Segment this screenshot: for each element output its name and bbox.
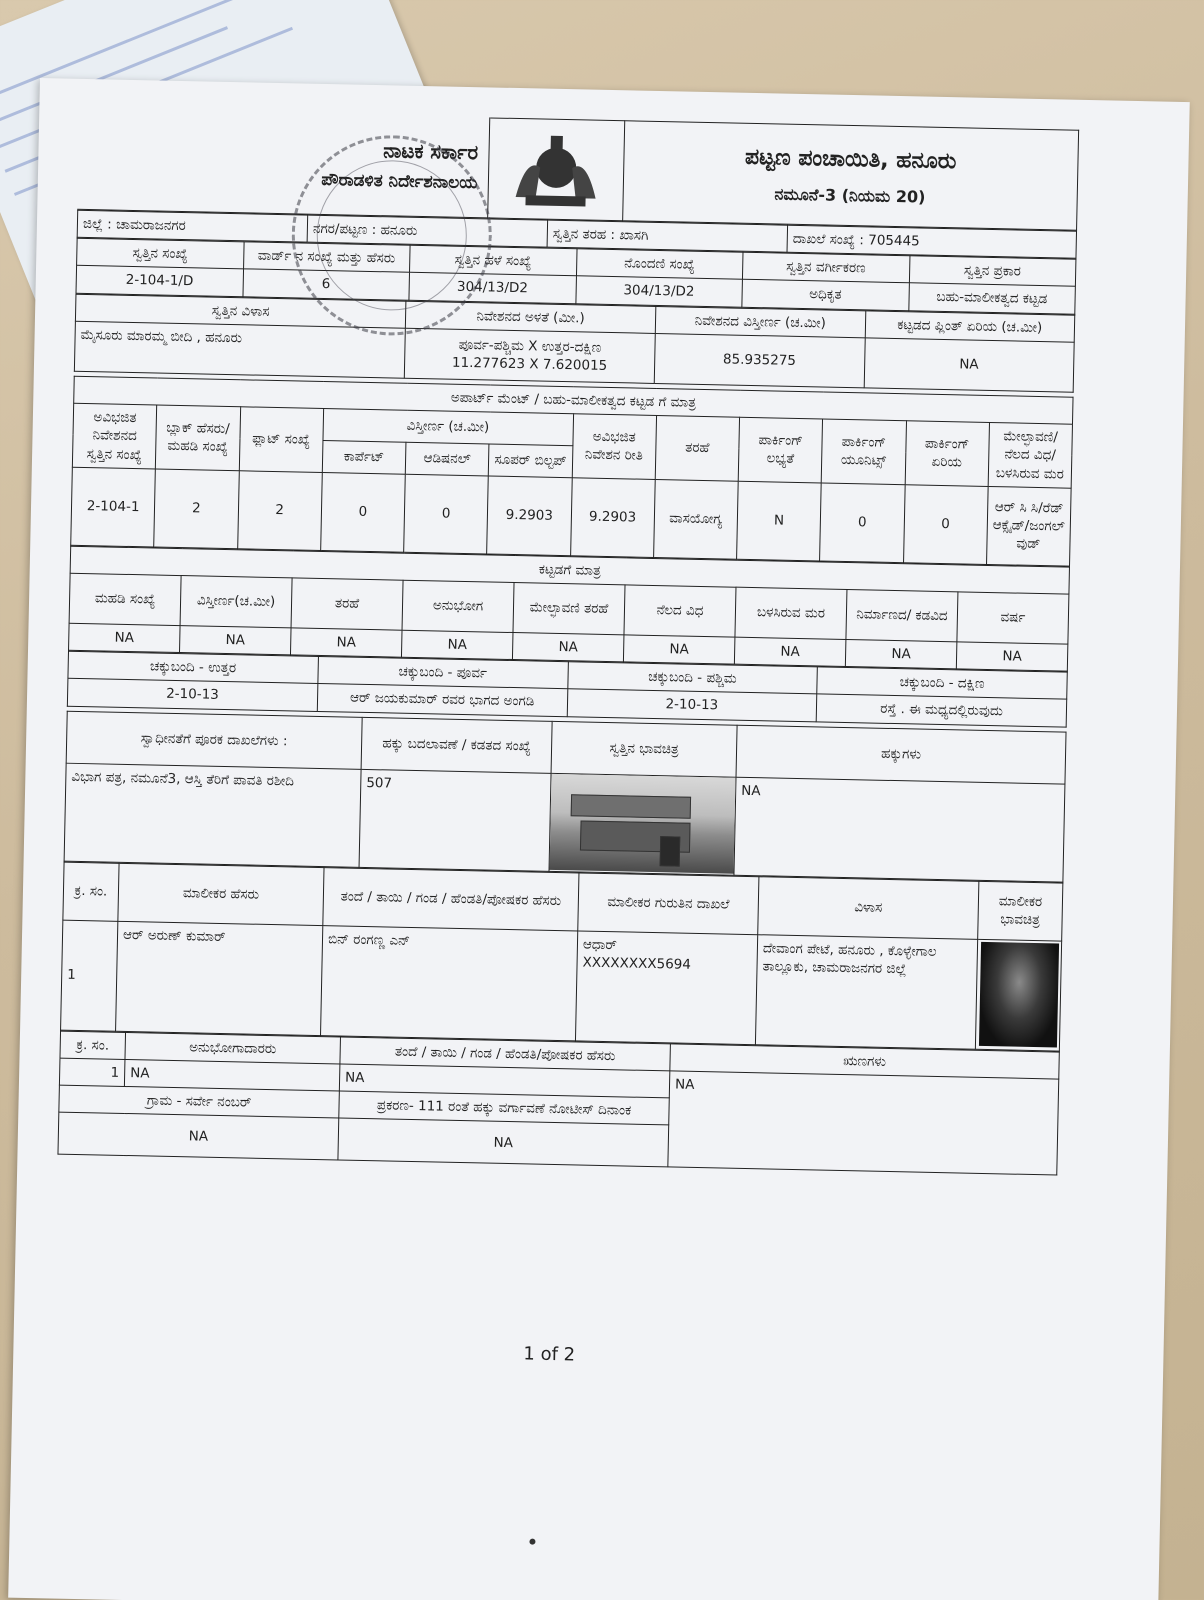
- owner-header-sl: ಕ್ರ. ಸಂ.: [63, 862, 119, 921]
- boundary-east: ಆರ್ ಜಯಕುಮಾರ್ ರವರ ಭಾಗದ ಅಂಗಡಿ: [317, 684, 567, 716]
- property-header: ವಾರ್ಡ್ ನ ಸಂಖ್ಯೆ ಮತ್ತು ಹೆಸರು: [243, 242, 410, 273]
- survey-header: ಗ್ರಾಮ - ಸರ್ವೇ ನಂಬರ್: [59, 1085, 340, 1118]
- owner-id-type: ಆಧಾರ್: [582, 936, 618, 953]
- apt-header-area-group: ವಿಸ್ತೀರ್ಣ (ಚ.ಮೀ): [323, 409, 573, 446]
- apt-type: ವಾಸಯೋಗ್ಯ: [653, 479, 738, 559]
- owner-name: ಆರ್ ಅರುಣ್ ಕುಮಾರ್: [116, 921, 323, 1035]
- property-type-cell: ಸ್ವತ್ತಿನ ತರಹ : ಖಾಸಗಿ: [547, 220, 788, 252]
- dimension-header: ನಿವೇಶನದ ಅಳತೆ (ಮೀ.): [405, 301, 656, 333]
- owner-header-photo: ಮಾಲೀಕರ ಭಾವಚಿತ್ರ: [978, 881, 1063, 941]
- property-header: ಸ್ವತ್ತಿನ ಹಳೆ ಸಂಖ್ಯೆ: [410, 246, 577, 277]
- apartment-section-title: ಅಪಾರ್ಟ್ ಮೆಂಟ್ / ಬಹು-ಮಾಲೀಕತ್ವದ ಕಟ್ಟಡ ಗೆ ಮಾತ್ರ: [74, 376, 1073, 424]
- apt-roof-floor: ಆರ್ ಸಿ ಸಿ/ರೆಡ್ ಆಕ್ಸೈಡ್/ಜಂಗಲ್ ವುಡ್: [986, 486, 1071, 566]
- rights-header: ಹಕ್ಕುಗಳು: [736, 725, 1066, 784]
- apt-undivided-share: 9.2903: [570, 477, 655, 557]
- boundary-west: 2-10-13: [567, 689, 817, 721]
- apt-header-parking-units: ಪಾರ್ಕಿಂಗ್ ಯೂನಿಟ್ಸ್: [821, 419, 906, 484]
- documents-table: [64, 710, 1067, 882]
- property-header: ಸ್ವತ್ತಿನ ಸಂಖ್ಯೆ: [77, 239, 244, 270]
- boundary-south: ರಸ್ತೆ . ಈ ಮಧ್ಯದಲ್ಲಿರುವುದು: [816, 694, 1066, 726]
- apt-parking-availability: N: [737, 481, 822, 561]
- building-value: NA: [401, 630, 513, 660]
- occupant-sl: 1: [59, 1058, 125, 1087]
- apt-header-parking-availability: ಪಾರ್ಕಿಂಗ್ ಲಭ್ಯತೆ: [738, 417, 823, 482]
- owner-header-address: ವಿಳಾಸ: [758, 876, 979, 939]
- occupant-loans: NA: [668, 1071, 1059, 1176]
- dimension-axes: ಪೂರ್ವ-ಪಶ್ಚಿಮ X ಉತ್ತರ-ದಕ್ಷಿಣ: [458, 336, 602, 356]
- owner-header-parent: ತಂದೆ / ತಾಯಿ / ಗಂಡ / ಹೆಂಡತಿ/ಪೋಷಕರ ಹೆಸರು: [323, 867, 579, 930]
- building-header: ನೆಲದ ವಿಧ: [624, 585, 736, 637]
- district-cell: ಜಿಲ್ಲೆ : ಚಾಮರಾಜನಗರ: [77, 210, 308, 242]
- area-header: ನಿವೇಶನದ ವಿಸ್ತೀರ್ಣ (ಚ.ಮೀ): [655, 306, 865, 338]
- emblem-cell: [487, 118, 624, 221]
- apt-header-undivided-share: ಅವಿಭಜಿತ ನಿವೇಶನ ರೀತಿ: [572, 414, 657, 479]
- building-table: [68, 545, 1070, 671]
- government-title: ನಾಟಕ ಸರ್ಕಾರ: [382, 138, 479, 165]
- building-value: NA: [734, 637, 846, 667]
- address-value: ಮೈಸೂರು ಮಾರಮ್ಮ ಬೀದಿ , ಹನೂರು: [74, 321, 405, 378]
- owner-header-id: ಮಾಲೀಕರ ಗುರುತಿನ ದಾಖಲೆ: [578, 873, 759, 935]
- occupant-name: NA: [124, 1059, 340, 1091]
- apt-header-carpet: ಕಾರ್ಪೆಟ್: [322, 440, 406, 474]
- plinth-header: ಕಟ್ಟಡದ ಪ್ಲಿಂತ್ ಏರಿಯ (ಚ.ಮೀ): [865, 310, 1075, 342]
- apt-header-flat: ಫ್ಲಾಟ್ ಸಂಖ್ಯೆ: [239, 407, 324, 472]
- building-value: NA: [69, 623, 181, 653]
- house-photo-image: [550, 774, 736, 874]
- entry-number-cell: ದಾಖಲೆ ಸಂಖ್ಯೆ : 705445: [787, 225, 1077, 258]
- building-section-title: ಕಟ್ಟಡಗೆ ಮಾತ್ರ: [70, 546, 1069, 594]
- occupant-header-parent: ತಂದೆ / ತಾಯಿ / ಗಂಡ / ಹೆಂಡತಿ/ಪೋಷಕರ ಹೆಸರು: [340, 1037, 670, 1071]
- boundary-north: 2-10-13: [67, 679, 317, 711]
- owner-id: [575, 931, 757, 1045]
- apt-header-roof-floor: ಮೇಲ್ಛಾವಣಿ/ನೆಲದ ವಿಧ/ಬಳಸಿರುವ ಮರ: [988, 423, 1073, 488]
- building-header: ಅನುಭೋಗ: [402, 580, 514, 632]
- apt-header-type: ತರಹೆ: [655, 416, 740, 481]
- boundary-header-east: ಚಕ್ಕುಬಂದಿ - ಪೂರ್ವ: [318, 657, 568, 689]
- occupant-header-sl: ಕ್ರ. ಸಂ.: [60, 1031, 126, 1060]
- owner-photo-cell: [975, 939, 1061, 1051]
- building-value: NA: [512, 632, 624, 662]
- boundary-header-north: ಚಕ್ಕುಬಂದಿ - ಉತ್ತರ: [68, 651, 318, 683]
- address-header: ಸ್ವತ್ತಿನ ವಿಳಾಸ: [75, 294, 405, 328]
- docs-value: ವಿಭಾಗ ಪತ್ರ, ನಮೂನೆ3, ಆಸ್ತಿ ತೆರಿಗೆ ಪಾವತಿ ರಶೀದಿ: [64, 763, 361, 867]
- apt-super: 9.2903: [487, 476, 572, 556]
- form-3-document: [57, 109, 1079, 1366]
- building-header: ತರಹೆ: [291, 578, 403, 630]
- building-header: ಮಹಡಿ ಸಂಖ್ಯೆ: [69, 573, 181, 625]
- building-value: NA: [956, 642, 1068, 672]
- notice-value: NA: [338, 1118, 669, 1167]
- building-header: ನಿರ್ಮಾಣದ/ ಕಡವಿದ: [846, 589, 958, 641]
- owner-id-number: XXXXXXXX5694: [582, 954, 692, 973]
- apt-header-super: ಸೂಪರ್ ಬಿಲ್ಟಪ್: [489, 444, 573, 478]
- town-cell: ನಗರ/ಪಟ್ಟಣ : ಹನೂರು: [307, 215, 548, 247]
- building-value: NA: [290, 628, 402, 658]
- owner-sl: 1: [61, 920, 118, 1031]
- building-value: NA: [623, 635, 735, 665]
- rights-value: NA: [734, 777, 1065, 882]
- property-photo-header: ಸ್ವತ್ತಿನ ಭಾವಚಿತ್ರ: [551, 721, 737, 777]
- header-right: [622, 121, 1078, 230]
- plinth-value: NA: [864, 338, 1075, 392]
- apt-parking-area: 0: [903, 484, 988, 564]
- occupants-table: [57, 1030, 1059, 1176]
- state-emblem-icon: [505, 126, 607, 212]
- old-property-number: 304/13/D2: [409, 273, 576, 304]
- header-left: [77, 109, 489, 218]
- property-header: ಸ್ವತ್ತಿನ ಪ್ರಕಾರ: [909, 256, 1076, 287]
- property-kind: ಬಹು-ಮಾಲೀಕತ್ವದ ಕಟ್ಟಡ: [908, 283, 1075, 314]
- dimension-numbers: 11.277623 X 7.620015: [451, 355, 608, 375]
- apt-parking-units: 0: [820, 483, 905, 563]
- boundary-header-west: ಚಕ್ಕುಬಂದಿ - ಪಶ್ಚಿಮ: [567, 662, 817, 694]
- occupant-header-name: ಅನುಭೋಗಾದಾರರು: [125, 1032, 341, 1064]
- owners-table: [60, 861, 1063, 1051]
- panchayat-title: ಪಟ್ಟಣ ಪಂಚಾಯಿತಿ, ಹನೂರು: [744, 144, 957, 175]
- occupant-header-loans: ಋಣಗಳು: [670, 1044, 1059, 1079]
- directorate-title: ಪೌರಾಡಳಿತ ನಿರ್ದೇಶನಾಲಯ: [321, 170, 478, 194]
- building-header: ಬಳಸಿರುವ ಮರ: [735, 587, 847, 639]
- building-header: ಮೇಲ್ಛಾವಣಿ ತರಹೆ: [513, 583, 625, 635]
- registration-number: 304/13/D2: [575, 276, 742, 307]
- property-header: ಸ್ವತ್ತಿನ ವರ್ಗೀಕರಣ: [742, 252, 909, 283]
- transfer-value: 507: [359, 769, 551, 871]
- property-photo: [549, 773, 736, 875]
- page-dot: [529, 1539, 535, 1545]
- apt-header-parking-area: ಪಾರ್ಕಿಂಗ್ ಏರಿಯ: [905, 421, 990, 486]
- apt-block: 2: [154, 469, 239, 549]
- apt-carpet: 0: [320, 472, 405, 552]
- transfer-header: ಹಕ್ಕು ಬದಲಾವಣೆ / ಕಡತದ ಸಂಖ್ಯೆ: [361, 717, 552, 773]
- notice-header: ಪ್ರಕರಣ- 111 ರಂತೆ ಹಕ್ಕು ವರ್ಗಾವಣೆ ನೋಟೀಸ್ ದಿನಾಂಕ: [339, 1091, 669, 1125]
- owner-parent: ಬಿನ್ ರಂಗಣ್ಣ ಎನ್: [321, 925, 578, 1040]
- survey-value: NA: [58, 1112, 339, 1160]
- ward-number: 6: [242, 269, 409, 300]
- apt-header-block: ಬ್ಲಾಕ್ ಹೆಸರು/ ಮಹಡಿ ಸಂಖ್ಯೆ: [156, 405, 241, 470]
- boundary-header-south: ಚಕ್ಕುಬಂದಿ - ದಕ್ಷಿಣ: [817, 667, 1067, 699]
- apt-flat: 2: [237, 470, 322, 550]
- building-value: NA: [845, 639, 957, 669]
- docs-header: ಸ್ವಾಧೀನತೆಗೆ ಪೂರಕ ದಾಖಲೆಗಳು :: [66, 711, 362, 769]
- owner-photo-image: [978, 942, 1058, 1048]
- dimension-value: [404, 328, 655, 383]
- document-page: [8, 78, 1190, 1600]
- building-header: ವಿಸ್ತೀರ್ಣ(ಚ.ಮೀ): [180, 576, 292, 628]
- area-value: 85.935275: [654, 333, 865, 387]
- owner-header-name: ಮಾಲೀಕರ ಹೆಸರು: [118, 863, 324, 925]
- apartment-table: [70, 376, 1073, 567]
- apt-header-additional: ಆಡಿಷನಲ್: [405, 442, 489, 476]
- owner-address: ದೇವಾಂಗ ಪೇಟೆ, ಹನೂರು , ಕೊಳ್ಳೇಗಾಲ ತಾಲ್ಲೂಕು, ಚಾಮರಾಜನಗರ ಜಿಲ್ಲೆ: [755, 934, 977, 1049]
- page-number: 1 of 2: [523, 1343, 576, 1366]
- apt-additional: 0: [404, 474, 489, 554]
- property-number: 2-104-1/D: [76, 266, 243, 297]
- building-value: NA: [179, 626, 291, 656]
- apt-undivided-no: 2-104-1: [71, 467, 156, 547]
- form-subtitle: ನಮೂನೆ-3 (ನಿಯಮ 20): [774, 183, 926, 207]
- apt-header-undivided-no: ಅವಿಭಜಿತ ನಿವೇಶನದ ಸ್ವತ್ತಿನ ಸಂಖ್ಯೆ: [72, 403, 157, 468]
- property-header: ನೊಂದಣಿ ಸಂಖ್ಯೆ: [576, 249, 743, 280]
- building-header: ವರ್ಷ: [957, 592, 1069, 644]
- occupant-parent: NA: [339, 1064, 669, 1098]
- property-classification: ಅಧಿಕೃತ: [742, 280, 909, 311]
